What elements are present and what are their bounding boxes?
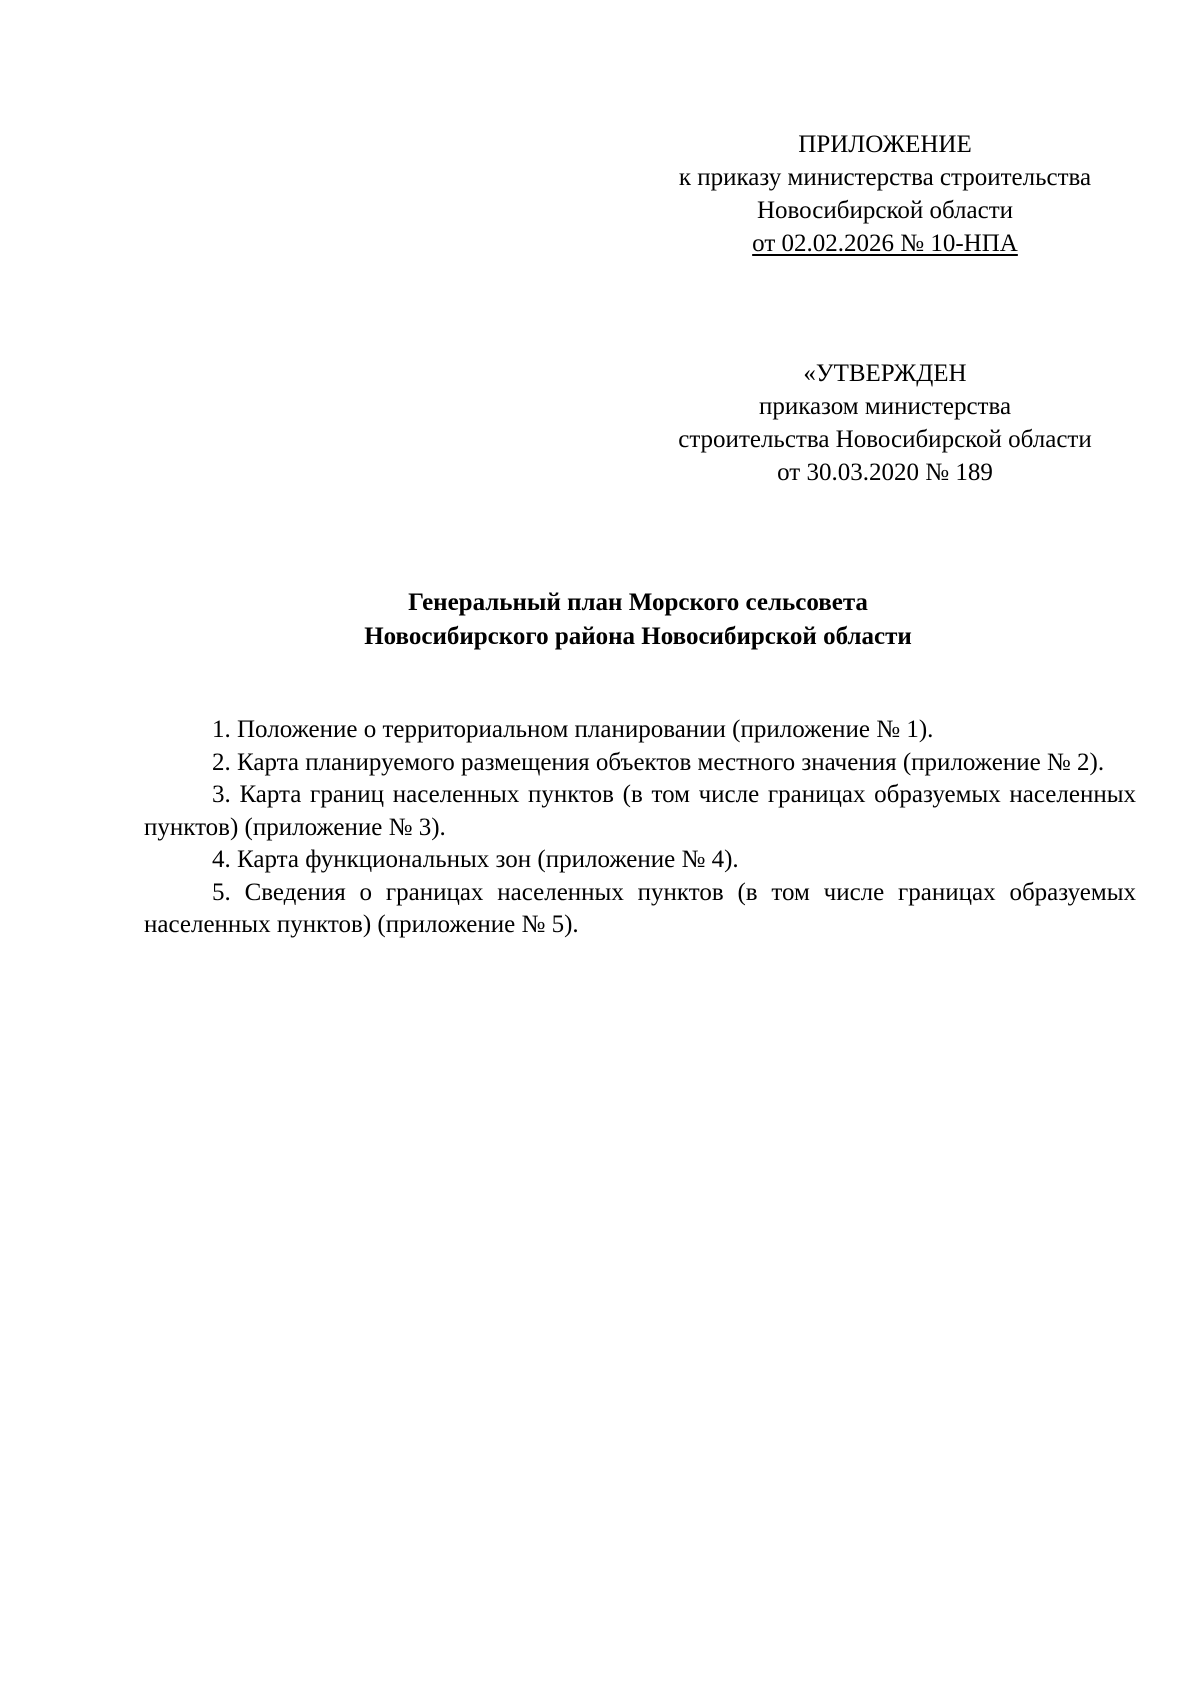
list-item [144,779,1136,844]
approved-ministry-line: строительства Новосибирской области [678,426,1092,453]
list-item [144,877,1136,942]
item-list [144,714,1136,942]
item-number: 4. [212,846,231,873]
item-text: Сведения о границах населенных пунктов (в том числе границах образуемых населенных пунктов) (приложение № 5). [144,878,1136,938]
appendix-region-line: Новосибирской области [756,197,1014,224]
list-item [144,747,1136,780]
appendix-date-number: от 02.02.2026 № 10-НПА [752,230,1018,257]
item-text: Положение о территориальном планировании (приложение № 1). [237,716,934,743]
appendix-order-line: к приказу министерства строительства [678,164,1092,191]
item-text: Карта планируемого размещения объектов местного значения (приложение № 2). [237,748,1105,776]
document-title [140,586,1136,654]
title-line-2: Новосибирского района Новосибирской области [364,623,912,650]
item-number: 2. [212,748,231,776]
approved-order-line: приказом министерства [758,393,1012,420]
appendix-heading: ПРИЛОЖЕНИЕ [798,131,972,158]
approved-header [640,357,1130,489]
item-text: Карта функциональных зон (приложение № 4). [237,846,739,873]
item-text: Карта границ населенных пунктов (в том числе границах образуемых населенных пунктов) (приложение № 3). [144,781,1137,841]
list-item [144,714,1136,747]
item-number: 3. [212,781,231,808]
approved-date-number: от 30.03.2020 № 189 [777,459,993,486]
title-line-1: Генеральный план Морского сельсовета [408,589,868,616]
item-number: 1. [212,716,231,743]
item-number: 5. [212,878,231,906]
appendix-header [640,128,1130,260]
approved-heading: «УТВЕРЖДЕН [803,360,967,387]
list-item [144,844,1136,877]
